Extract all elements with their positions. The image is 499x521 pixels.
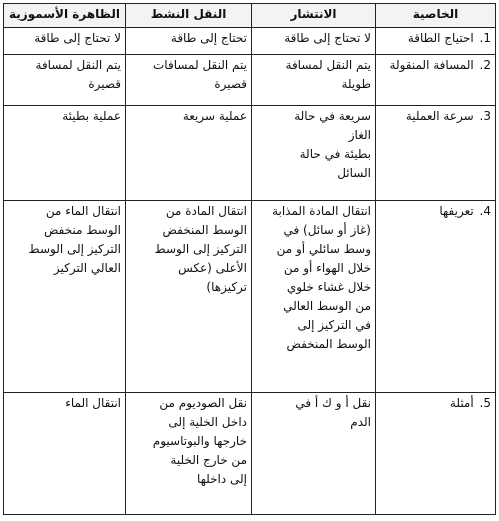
property-cell [376, 54, 496, 106]
osmosis-cell: لا تحتاج إلى طاقة [4, 28, 126, 55]
osmosis-cell: انتقال الماء من الوسط منخفض التركيز إلى الوسط العالي التركيز [4, 201, 126, 393]
table-row [4, 393, 496, 515]
row-number: 4. [479, 204, 491, 219]
osmosis-cell: عملية بطيئة [4, 106, 126, 201]
property-cell [376, 106, 496, 201]
diffusion-cell: انتقال المادة المذابة (غاز أو سائل) في وسط سائلي أو من خلال الهواء أو من خلال غشاء خلوي من الوسط العالي في التركيز إلى الوسط المنخفض [252, 201, 376, 393]
table-row [4, 28, 496, 55]
active-transport-cell: انتقال المادة من الوسط المنخفض التركيز إلى الوسط الأعلى (عكس تركيزها) [126, 201, 252, 393]
property-cell [376, 393, 496, 515]
property-label: سرعة العملية [405, 109, 474, 124]
active-transport-cell: نقل الصوديوم من داخل الخلية إلى خارجها والبوتاسيوم من خارج الخلية إلى داخلها [126, 393, 252, 515]
property-label: المسافة المنقولة [389, 57, 474, 72]
property-label: أمثلة [449, 396, 474, 411]
table-row [4, 201, 496, 393]
row-number: 1. [479, 31, 491, 45]
osmosis-cell: يتم النقل لمسافة قصيرة [4, 54, 126, 106]
header-property: الخاصية [376, 4, 496, 28]
row-number: 3. [479, 109, 491, 124]
active-transport-cell: عملية سريعة [126, 106, 252, 201]
header-osmosis: الظاهرة الأسموزية [4, 4, 126, 28]
property-cell [376, 28, 496, 55]
table-row [4, 106, 496, 201]
diffusion-cell: يتم النقل لمسافة طويلة [252, 54, 376, 106]
property-label: تعريفها [439, 204, 474, 219]
row-number: 5. [479, 396, 491, 411]
diffusion-cell: نقل أ و ك أ في الدم [252, 393, 376, 515]
comparison-table [3, 3, 496, 515]
header-active-transport: النقل النشط [126, 4, 252, 28]
row-number: 2. [479, 57, 491, 72]
table-body [4, 28, 496, 515]
osmosis-cell: انتقال الماء [4, 393, 126, 515]
diffusion-cell: لا تحتاج إلى طاقة [252, 28, 376, 55]
header-row [4, 4, 496, 28]
table-header [4, 4, 496, 28]
active-transport-cell: تحتاج إلى طاقة [126, 28, 252, 55]
active-transport-cell: يتم النقل لمسافات قصيرة [126, 54, 252, 106]
property-cell [376, 201, 496, 393]
header-diffusion: الانتشار [252, 4, 376, 28]
diffusion-cell: سريعة في حالة الغاز بطيئة في حالة السائل [252, 106, 376, 201]
table-row [4, 54, 496, 106]
property-label: احتياج الطاقة [407, 31, 474, 45]
